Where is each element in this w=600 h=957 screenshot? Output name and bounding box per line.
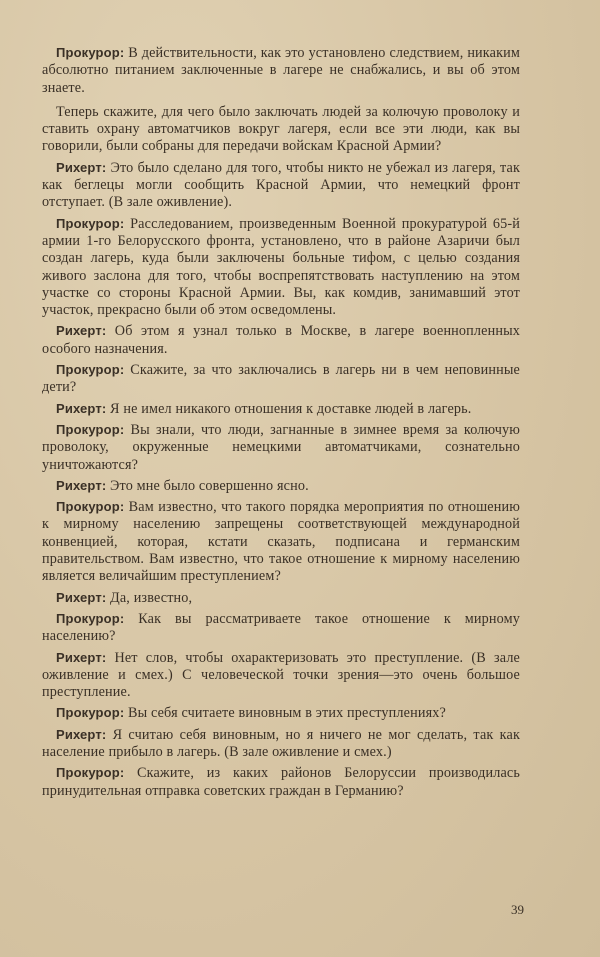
- speaker-label: Прокурор:: [56, 705, 125, 721]
- speaker-label: Рихерт:: [56, 726, 107, 742]
- paragraph: [42, 44, 520, 97]
- paragraph: [42, 103, 520, 156]
- speaker-label: Прокурор:: [56, 362, 125, 378]
- page-number: 39: [511, 902, 524, 917]
- paragraph-text: Я не имел никакого отношения к доставке людей в лагерь.: [106, 400, 472, 417]
- document-page: [42, 44, 520, 800]
- paragraph: [42, 726, 520, 762]
- speaker-label: Рихерт:: [56, 589, 107, 605]
- paragraph: [42, 649, 520, 702]
- paragraph-text: Это мне было совершенно ясно.: [106, 477, 309, 494]
- paragraph-text: Как вы рассматриваете такое отношение к мирному населению?: [42, 610, 520, 645]
- paragraph-text: Теперь скажите, для чего было заключать людей за колючую проволоку и ставить охрану автоматчиков вокруг лагеря, если все эти люди, как вы говорили, были собраны для передачи войскам Красной Армии?: [42, 103, 520, 155]
- paragraph: [42, 159, 520, 212]
- paragraph-text: Вы знали, что люди, загнанные в зимнее время за колючую проволоку, окруженные немецкими автоматчиками, сознательно уничтожаются?: [42, 421, 520, 473]
- paragraph-text: Вы себя считаете виновным в этих преступлениях?: [124, 705, 446, 722]
- paragraph-text: Расследованием, произведенным Военной прокуратурой 65-й армии 1-го Белорусского фронта, установлено, что в районе Азаричи был создан лагерь, куда были заключены больные тифом, с целью создания живого заслона для того, чтобы воспрепятствовать наступлению на этом участке со стороны Красной Армии. Вы, как комдив, занимавший этот участок, прекрасно были об этом осведомлены.: [42, 215, 520, 319]
- paragraph: [42, 764, 520, 800]
- speaker-label: Прокурор:: [56, 421, 125, 437]
- paragraph: [42, 610, 520, 646]
- paragraph: [42, 704, 520, 722]
- paragraph: [42, 477, 520, 495]
- paragraph-text: Нет слов, чтобы охарактеризовать это преступление. (В зале оживление и смех.) С человеческой точки зрения—это очень большое преступление.: [42, 649, 520, 701]
- paragraph-text: Вам известно, что такого порядка мероприятия по отношению к мирному населению запрещены соответствующей международной конвенцией, которая, кстати сказать, подписана и германским правительством. Вам известно, что такое отношение к мирному населению является величайшим преступлением?: [42, 499, 520, 585]
- paragraph: [42, 361, 520, 397]
- paragraph: [42, 400, 520, 418]
- paragraph-text: Это было сделано для того, чтобы никто не убежал из лагеря, так как беглецы могли сообщить Красной Армии, что немецкий фронт отступает. (В зале оживление).: [42, 159, 520, 211]
- speaker-label: Рихерт:: [56, 159, 107, 175]
- speaker-label: Прокурор:: [56, 499, 125, 515]
- paragraph-text: Об этом я узнал только в Москве, в лагере военнопленных особого назначения.: [42, 323, 520, 357]
- paragraph-text: Я считаю себя виновным, но я ничего не мог сделать, так как население прибыло в лагерь. (В зале оживление и смех.): [42, 726, 520, 760]
- paragraph: [42, 421, 520, 474]
- speaker-label: Рихерт:: [56, 649, 107, 665]
- paragraph: [42, 322, 520, 358]
- paragraph: [42, 498, 520, 585]
- speaker-label: Прокурор:: [56, 215, 125, 231]
- paragraph: [42, 215, 520, 320]
- speaker-label: Прокурор:: [56, 765, 125, 781]
- paragraph-text: Да, известно,: [106, 589, 193, 606]
- speaker-label: Рихерт:: [56, 400, 107, 416]
- paragraph-text: В действительности, как это установлено следствием, никаким абсолютно питанием заключенные в лагере не снабжались, и вы об этом знаете.: [42, 45, 520, 96]
- speaker-label: Прокурор:: [56, 610, 125, 626]
- paragraph-text: Скажите, из каких районов Белоруссии производилась принудительная отправка советских граждан в Германию?: [42, 765, 520, 799]
- speaker-label: Прокурор:: [56, 45, 125, 60]
- paragraph-text: Скажите, за что заключались в лагерь ни в чем неповинные дети?: [42, 362, 520, 396]
- speaker-label: Рихерт:: [56, 323, 107, 339]
- speaker-label: Рихерт:: [56, 477, 107, 493]
- paragraph: [42, 589, 520, 607]
